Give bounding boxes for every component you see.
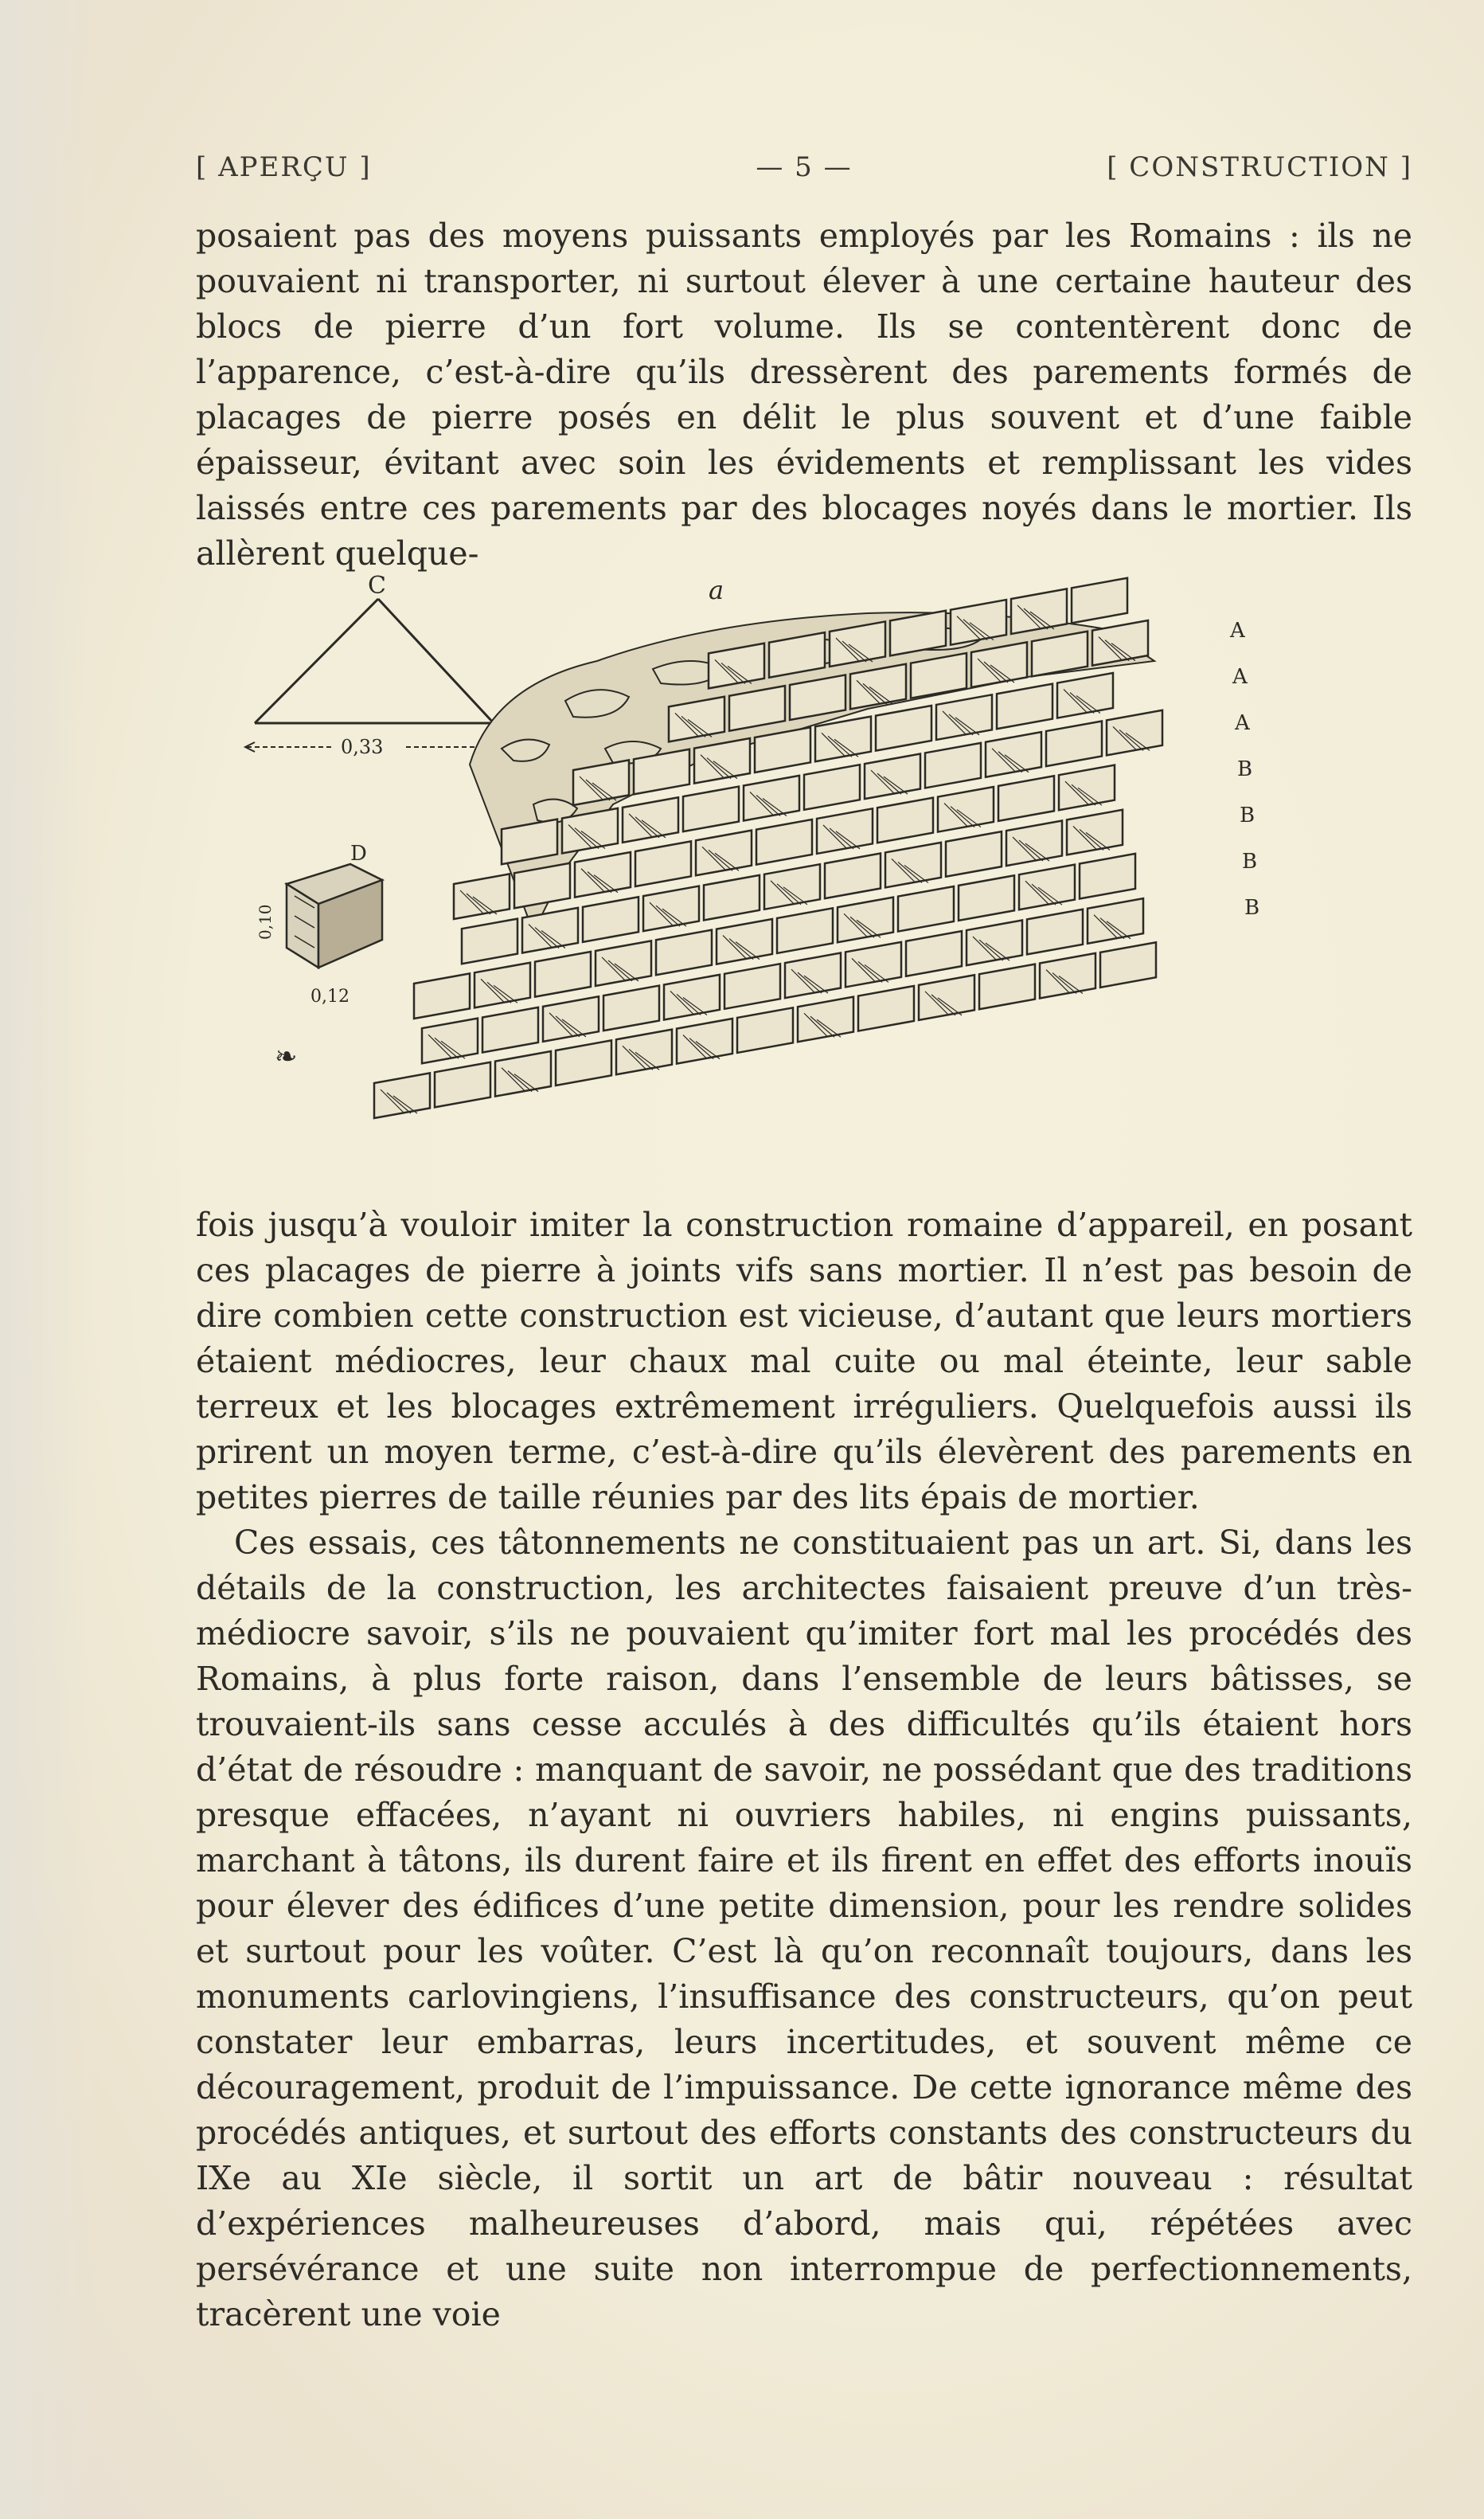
label-a-top: a [709,575,724,605]
page-edge-shadow [0,0,96,2519]
paragraph: posaient pas des moyens puissants employés par les Romains : ils ne pouvaient ni transporter, ni surtout élever à une certaine hauteur des blocs de pierre d’un fort volume. Ils se contentèrent donc de l’apparence, c’est-à-dire qu’ils dressèrent des parements formés de placages de pierre posés en délit le plus souvent et d’une faible épaisseur, évitant avec soin les évidements et remplissant les vides laissés entre ces parements par des blocages noyés dans le mortier. Ils allèrent quelque- [196,217,1412,573]
brick [946,831,1002,877]
brick [1080,854,1135,899]
brick [737,1007,793,1053]
course-label: B [1237,757,1253,781]
brick [482,1007,538,1053]
course-label: A [1232,665,1248,689]
brick [656,930,712,976]
page-number: — 5 — [756,151,853,183]
brick [979,964,1035,1010]
paragraph: Ces essais, ces tâtonnements ne constituaient pas un art. Si, dans les détails de la construction, les architectes faisaient preuve d’un très-médiocre savoir, s’ils ne pouvaient qu’imiter fort mal les procédés des Romains, à plus forte raison, dans l’ensemble de leurs bâtisses, se trouvaient-ils sans cesse acculés à des difficultés qu’ils étaient hors d’état de résoudre : manquant de savoir, ne possédant que des traditions presque effacées, n’ayant ni ouvriers habiles, ni engins puissants, marchant à tâtons, ils durent faire et ils firent en effet des efforts inouïs pour élever des édifices d’une petite dimension, pour les rendre solides et surtout pour les voûter. C’est là qu’on reconnaît toujours, dans les monuments carlovingiens, l’insuffisance des constructeurs, qu’on peut constater leur embarras, leurs incertitudes, et souvent même ce découragement, produit de l’impuissance. De cette ignorance même des procédés antiques, et surtout des efforts constants des constructeurs du IXe au XIe siècle, il sortit un art de bâtir nouveau : résultat d’expériences malheureuses d’abord, mais qui, répétées avec persévérance et une suite non interrompue de perfectionnements, tracèrent une voie [196,1524,1412,2333]
masonry-illustration [231,565,1385,1171]
brick [858,986,914,1031]
brick [756,819,812,865]
brick [603,986,659,1031]
brick [925,743,981,788]
brick [1046,721,1102,766]
course-label: B [1242,850,1258,874]
course-label: A [1230,619,1245,643]
brick [876,706,931,751]
brick [556,1040,611,1085]
header-section-right: [ CONSTRUCTION ] [1107,151,1412,183]
brick [959,875,1014,921]
brick [683,787,739,832]
course-label: B [1244,896,1260,920]
header-section-left: [ APERÇU ] [196,151,372,183]
paragraph: fois jusqu’à vouloir imiter la construction romaine d’appareil, en posant ces placages de pierre à joints vifs sans mortier. Il n’est pas besoin de dire combien cette construction est vicieuse, d’autant que leurs mortiers étaient médiocres, leur chaux mal cuite ou mal éteinte, leur sable terreux et les blocages extrêmement irréguliers. Quelquefois aussi ils prirent un moyen terme, c’est-à-dire qu’ils élevèrent des parements en petites pierres de taille réunies par des lits épais de mortier. [196,1206,1412,1516]
course-label: A [1235,711,1250,735]
brick [704,875,760,921]
brick [906,931,962,976]
label-c: C [368,572,386,600]
course-label: B [1240,804,1256,827]
brick [825,854,881,899]
brick [898,886,954,932]
brick [535,952,591,997]
brick [1100,942,1156,988]
brick [804,765,860,810]
brick [583,897,639,942]
triangle-diagram [245,599,494,752]
small-block-diagram [287,864,382,968]
brick [462,919,517,964]
top-text-block [196,213,1412,577]
brick [1027,909,1083,955]
dimension-block-height: 0,10 [256,904,275,940]
bottom-text-block [196,1203,1412,2337]
dimension-block-width: 0,12 [310,987,350,1007]
brick [877,798,933,843]
brick [998,776,1054,821]
brick [414,973,470,1019]
running-header [196,151,1412,207]
brick [635,841,691,886]
brick-courses [374,578,1162,1118]
course-labels [1229,619,1259,920]
dimension-triangle: 0,33 [341,736,384,758]
brick [997,684,1052,729]
brick [777,908,833,953]
label-d: D [350,842,367,866]
brick [1072,578,1127,624]
brick [724,964,780,1009]
brick [435,1062,490,1108]
signature-mark: ❧ [275,1041,298,1073]
